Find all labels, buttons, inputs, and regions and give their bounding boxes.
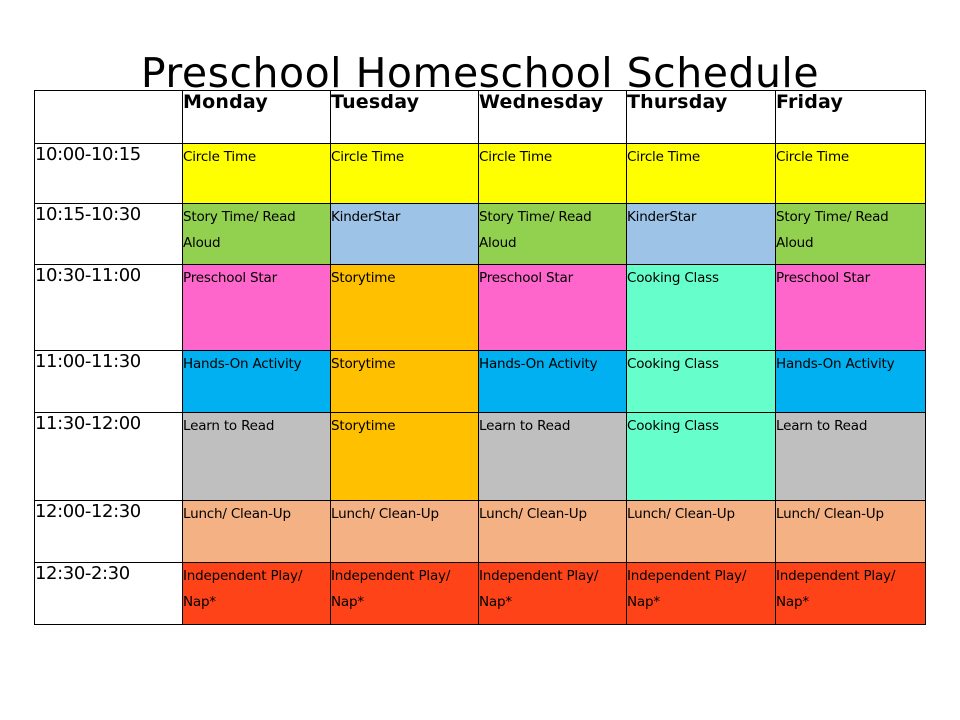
time-slot: 10:30-11:00	[35, 265, 183, 351]
day-header-thursday: Thursday	[627, 91, 776, 144]
activity-cell: Lunch/ Clean-Up	[183, 501, 331, 563]
day-header-wednesday: Wednesday	[479, 91, 627, 144]
activity-cell: Learn to Read	[776, 413, 926, 501]
activity-cell: Hands-On Activity	[776, 351, 926, 413]
table-row	[35, 501, 926, 563]
table-row	[35, 563, 926, 625]
table-row	[35, 265, 926, 351]
activity-cell: Circle Time	[627, 144, 776, 204]
activity-cell: Storytime	[331, 265, 479, 351]
table-row	[35, 144, 926, 204]
activity-cell: Preschool Star	[479, 265, 627, 351]
activity-cell: KinderStar	[627, 204, 776, 265]
activity-cell: Learn to Read	[183, 413, 331, 501]
activity-cell: Lunch/ Clean-Up	[479, 501, 627, 563]
activity-cell: Learn to Read	[479, 413, 627, 501]
activity-cell: Hands-On Activity	[479, 351, 627, 413]
day-header-monday: Monday	[183, 91, 331, 144]
activity-cell: Independent Play/ Nap*	[776, 563, 926, 625]
time-slot: 12:00-12:30	[35, 501, 183, 563]
activity-cell: Storytime	[331, 351, 479, 413]
table-row	[35, 204, 926, 265]
activity-cell: Storytime	[331, 413, 479, 501]
activity-cell: Story Time/ Read Aloud	[479, 204, 627, 265]
activity-cell: Lunch/ Clean-Up	[776, 501, 926, 563]
corner-cell	[35, 91, 183, 144]
time-slot: 11:00-11:30	[35, 351, 183, 413]
activity-cell: Circle Time	[183, 144, 331, 204]
activity-cell: KinderStar	[331, 204, 479, 265]
table-row	[35, 351, 926, 413]
page-title: Preschool Homeschool Schedule	[140, 49, 820, 98]
activity-cell: Cooking Class	[627, 351, 776, 413]
activity-cell: Circle Time	[479, 144, 627, 204]
activity-cell: Circle Time	[331, 144, 479, 204]
activity-cell: Story Time/ Read Aloud	[183, 204, 331, 265]
activity-cell: Circle Time	[776, 144, 926, 204]
day-header-friday: Friday	[776, 91, 926, 144]
time-slot: 11:30-12:00	[35, 413, 183, 501]
time-slot: 10:00-10:15	[35, 144, 183, 204]
activity-cell: Preschool Star	[183, 265, 331, 351]
activity-cell: Lunch/ Clean-Up	[627, 501, 776, 563]
time-slot: 12:30-2:30	[35, 563, 183, 625]
schedule-table	[34, 90, 926, 625]
activity-cell: Independent Play/ Nap*	[627, 563, 776, 625]
activity-cell: Cooking Class	[627, 265, 776, 351]
day-header-tuesday: Tuesday	[331, 91, 479, 144]
activity-cell: Hands-On Activity	[183, 351, 331, 413]
table-row	[35, 413, 926, 501]
activity-cell: Lunch/ Clean-Up	[331, 501, 479, 563]
activity-cell: Cooking Class	[627, 413, 776, 501]
activity-cell: Independent Play/ Nap*	[331, 563, 479, 625]
time-slot: 10:15-10:30	[35, 204, 183, 265]
activity-cell: Independent Play/ Nap*	[183, 563, 331, 625]
activity-cell: Story Time/ Read Aloud	[776, 204, 926, 265]
header-row	[35, 91, 926, 144]
activity-cell: Independent Play/ Nap*	[479, 563, 627, 625]
activity-cell: Preschool Star	[776, 265, 926, 351]
